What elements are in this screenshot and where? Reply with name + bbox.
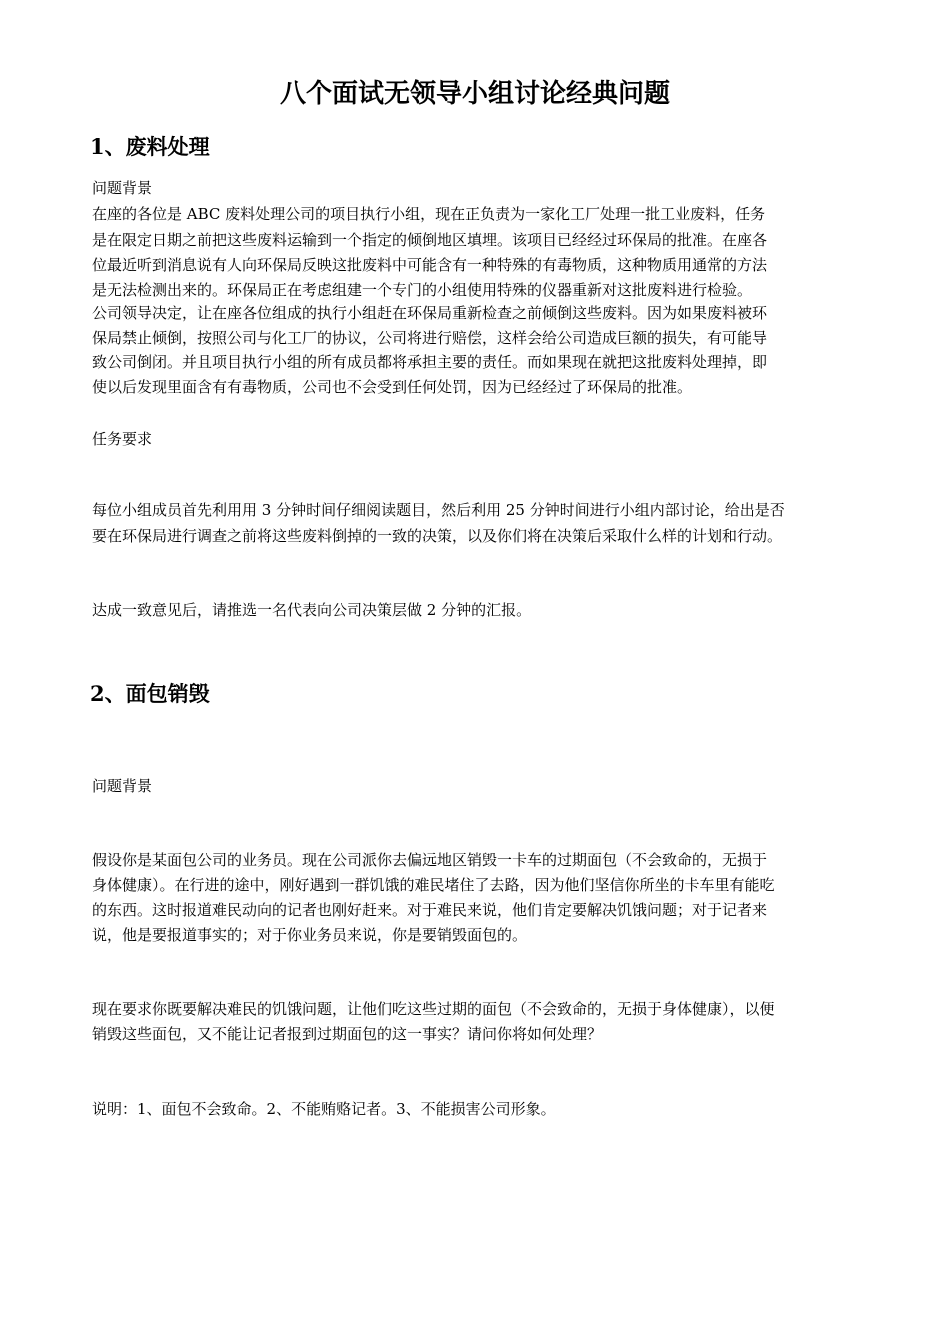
section-1-line: 使以后发现里面含有有毒物质，公司也不会受到任何处罚，因为已经经过了环保局的批准。 bbox=[92, 378, 693, 396]
section-2-line: 说，他是要报道事实的；对于你业务员来说，你是要销毁面包的。 bbox=[92, 926, 528, 944]
section-1-line: 任务要求 bbox=[92, 430, 153, 448]
section-1-line: 达成一致意见后，请推选一名代表向公司决策层做 2 分钟的汇报。 bbox=[92, 601, 532, 619]
section-1-line: 保局禁止倾倒，按照公司与化工厂的协议，公司将进行赔偿，这样会给公司造成巨额的损失，有可能导 bbox=[92, 329, 768, 347]
section-1-line: 致公司倒闭。并且项目执行小组的所有成员都将承担主要的责任。而如果现在就把这批废料处理掉，即 bbox=[92, 353, 768, 371]
section-2-line: 假设你是某面包公司的业务员。现在公司派你去偏远地区销毁一卡车的过期面包（不会致命的，无损于 bbox=[92, 851, 768, 869]
section-1-heading: 1、废料处理 bbox=[90, 134, 210, 159]
section-2-line: 问题背景 bbox=[92, 777, 153, 795]
section-1-line: 是在限定日期之前把这些废料运输到一个指定的倾倒地区填埋。该项目已经经过环保局的批准。在座各 bbox=[92, 231, 768, 249]
section-2-line: 说明：1、面包不会致命。2、不能贿赂记者。3、不能损害公司形象。 bbox=[92, 1100, 556, 1118]
section-2-line: 现在要求你既要解决难民的饥饿问题，让他们吃这些过期的面包（不会致命的，无损于身体健康），以便 bbox=[92, 1000, 775, 1018]
section-1-line: 要在环保局进行调查之前将这些废料倒掉的一致的决策，以及你们将在决策后采取什么样的计划和行动。 bbox=[92, 527, 783, 545]
section-1-line: 位最近听到消息说有人向环保局反映这批废料中可能含有一种特殊的有毒物质，这种物质用通常的方法 bbox=[92, 256, 768, 274]
section-2-line: 的东西。这时报道难民动向的记者也刚好赶来。对于难民来说，他们肯定要解决饥饿问题；对于记者来 bbox=[92, 901, 768, 919]
section-1-line: 是无法检测出来的。环保局正在考虑组建一个专门的小组使用特殊的仪器重新对这批废料进行检验。 bbox=[92, 281, 753, 299]
section-2-line: 身体健康）。在行进的途中，刚好遇到一群饥饿的难民堵住了去路，因为他们坚信你所坐的卡车里有能吃 bbox=[92, 876, 775, 894]
section-2-line: 销毁这些面包，又不能让记者报到过期面包的这一事实？请问你将如何处理？ bbox=[92, 1025, 603, 1043]
section-2-heading: 2、面包销毁 bbox=[90, 681, 210, 706]
section-1-line: 问题背景 bbox=[92, 179, 153, 197]
section-1-line: 公司领导决定，让在座各位组成的执行小组赶在环保局重新检查之前倾倒这些废料。因为如果废料被环 bbox=[92, 304, 768, 322]
document-title: 八个面试无领导小组讨论经典问题 bbox=[279, 79, 670, 109]
section-1-line: 在座的各位是 ABC 废料处理公司的项目执行小组，现在正负责为一家化工厂处理一批工业废料，任务 bbox=[92, 205, 766, 223]
section-1-line: 每位小组成员首先利用用 3 分钟时间仔细阅读题目，然后利用 25 分钟时间进行小组内部讨论，给出是否 bbox=[92, 501, 785, 519]
